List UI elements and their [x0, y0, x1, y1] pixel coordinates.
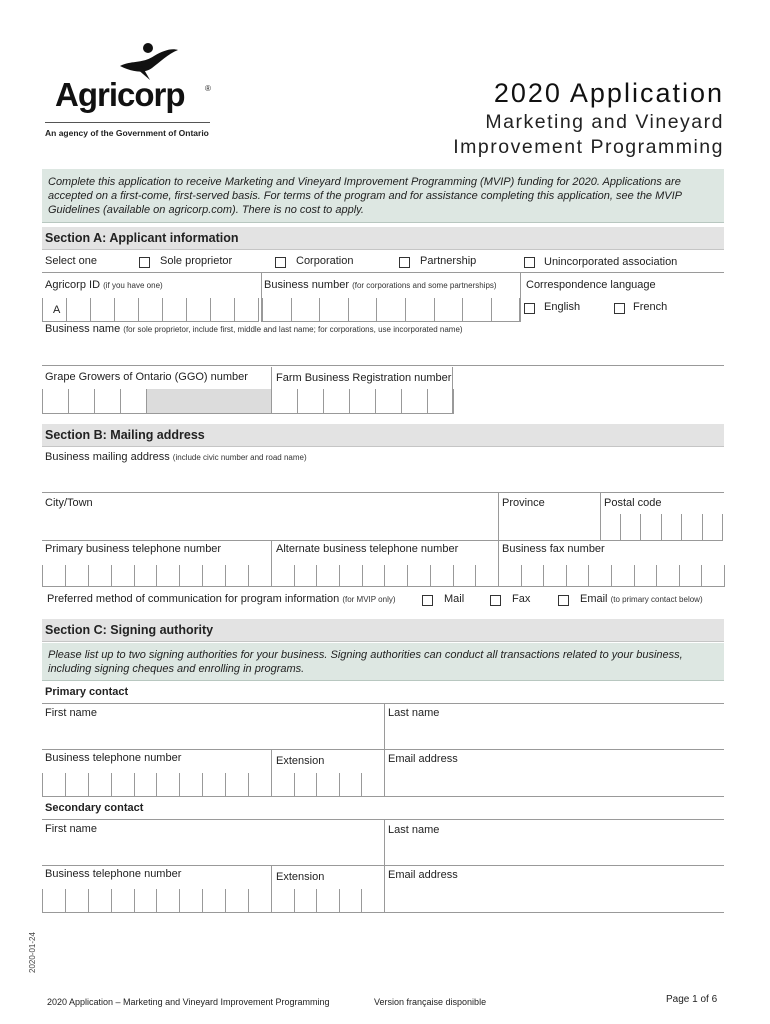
row-divider — [42, 819, 724, 820]
mailing-address-input[interactable] — [42, 465, 724, 493]
preferred-method-label: Preferred method of communication for program information (for MVIP only) — [47, 593, 396, 605]
secondary-first-name-input[interactable] — [42, 865, 384, 866]
city-input[interactable] — [42, 540, 498, 541]
registered-icon: ® — [205, 84, 211, 93]
secondary-contact-heading: Secondary contact — [45, 802, 144, 814]
note-line: Please list up to two signing authorities for your business. Signing authorities can conduct all transactions related to your business, — [48, 649, 683, 661]
mail-label: Mail — [444, 593, 465, 605]
agricorp-id-field[interactable] — [42, 298, 259, 322]
ggo-number-field[interactable] — [42, 389, 147, 414]
section-b-title: Section B: Mailing address — [45, 428, 205, 442]
sole-proprietor-checkbox[interactable] — [139, 257, 150, 268]
fax-option-label: Fax — [512, 593, 531, 605]
primary-extension-field[interactable] — [271, 773, 385, 797]
agricorp-logo — [45, 42, 225, 142]
primary-phone-label: Primary business telephone number — [45, 543, 222, 555]
select-one-label: Select one — [45, 255, 97, 267]
secondary-phone-field[interactable] — [42, 889, 272, 913]
secondary-extension-field[interactable] — [271, 889, 385, 913]
partnership-checkbox[interactable] — [399, 257, 410, 268]
primary-phone-label: Business telephone number — [45, 752, 182, 764]
fax-field[interactable] — [498, 565, 725, 587]
page-title: 2020 Application — [493, 78, 724, 108]
page-subtitle-1: Marketing and Vineyard — [485, 111, 724, 133]
section-b-header — [42, 424, 724, 447]
intro-line: Guidelines (available on agricorp.com). There is no cost to apply. — [48, 204, 364, 216]
primary-phone-field[interactable] — [42, 565, 272, 587]
section-c-title: Section C: Signing authority — [45, 623, 214, 637]
page-number: Page 1 of 6 — [666, 994, 718, 1005]
corporation-label: Corporation — [296, 255, 354, 267]
secondary-extension-label: Extension — [276, 871, 325, 883]
intro-note — [42, 169, 724, 223]
intro-line: accepted on a first-come, first-served basis. For terms of the program and for assistance completing this application, see the MVIP — [48, 190, 683, 202]
row-divider — [42, 703, 724, 704]
primary-last-name-input[interactable] — [384, 749, 724, 750]
logo-wordmark: Agricorp — [55, 76, 185, 113]
business-number-field[interactable] — [262, 298, 520, 322]
note-line: including signing cheques and enrolling in programs. — [48, 663, 305, 675]
postal-code-field[interactable] — [600, 514, 723, 541]
section-a-title: Section A: Applicant information — [45, 231, 239, 245]
french-checkbox[interactable] — [614, 303, 625, 314]
primary-email-input[interactable] — [384, 796, 724, 797]
page-subtitle-2: Improvement Programming — [453, 136, 724, 158]
email-option-label: Email (to primary contact below) — [580, 593, 703, 605]
business-name-input[interactable] — [42, 336, 724, 366]
secondary-last-name-input[interactable] — [384, 865, 724, 866]
business-name-label: Business name (for sole proprietor, include first, middle and last name; for corporations, use incorporated name) — [45, 323, 463, 335]
alternate-phone-label: Alternate business telephone number — [276, 543, 459, 555]
email-checkbox[interactable] — [558, 595, 569, 606]
mail-checkbox[interactable] — [422, 595, 433, 606]
fax-label: Business fax number — [502, 543, 605, 555]
unincorporated-label: Unincorporated association — [544, 256, 678, 268]
primary-extension-label: Extension — [276, 755, 325, 767]
postal-code-label: Postal code — [604, 497, 662, 509]
unincorporated-checkbox[interactable] — [524, 257, 535, 268]
ggo-label: Grape Growers of Ontario (GGO) number — [45, 371, 248, 383]
correspondence-label: Correspondence language — [526, 279, 656, 291]
primary-first-name-label: First name — [45, 707, 97, 719]
secondary-phone-label: Business telephone number — [45, 868, 182, 880]
french-label: French — [633, 301, 668, 313]
footer-title: 2020 Application – Marketing and Vineyard Improvement Programming — [47, 997, 330, 1007]
primary-first-name-input[interactable] — [42, 749, 384, 750]
city-label: City/Town — [45, 497, 93, 509]
row-divider — [42, 272, 724, 273]
section-a-header — [42, 227, 724, 250]
mailing-address-label: Business mailing address (include civic number and road name) — [45, 451, 307, 463]
province-label: Province — [502, 497, 545, 509]
primary-phone-field[interactable] — [42, 773, 272, 797]
section-c-header — [42, 619, 724, 642]
province-input[interactable] — [498, 540, 600, 541]
primary-email-label: Email address — [388, 753, 458, 765]
ggo-shaded-area — [147, 389, 271, 414]
section-c-note — [42, 643, 724, 681]
fax-checkbox[interactable] — [490, 595, 501, 606]
english-checkbox[interactable] — [524, 303, 535, 314]
farm-registration-label: Farm Business Registration number — [276, 372, 452, 384]
logo-rule — [45, 122, 210, 123]
primary-contact-heading: Primary contact — [45, 686, 129, 698]
partnership-label: Partnership — [420, 255, 477, 267]
secondary-email-label: Email address — [388, 869, 458, 881]
alternate-phone-field[interactable] — [271, 565, 499, 587]
agricorp-id-label: Agricorp ID (if you have one) — [45, 279, 163, 291]
english-label: English — [544, 301, 581, 313]
revision-date: 2020-01-24 — [28, 932, 37, 973]
agricorp-id-prefix: A — [53, 304, 61, 316]
secondary-first-name-label: First name — [45, 823, 97, 835]
farm-registration-field[interactable] — [271, 389, 454, 414]
primary-last-name-label: Last name — [388, 707, 440, 719]
sole-proprietor-label: Sole proprietor — [160, 255, 233, 267]
business-number-label: Business number (for corporations and some partnerships) — [264, 279, 497, 291]
intro-line: Complete this application to receive Marketing and Vineyard Improvement Programming (MVIP) funding for 2020. Applications are — [48, 176, 681, 188]
corporation-checkbox[interactable] — [275, 257, 286, 268]
secondary-last-name-label: Last name — [388, 824, 440, 836]
field-divider — [498, 493, 499, 541]
logo-tagline: An agency of the Government of Ontario — [45, 128, 209, 138]
footer-french-note: Version française disponible — [374, 997, 487, 1007]
secondary-email-input[interactable] — [384, 912, 724, 913]
